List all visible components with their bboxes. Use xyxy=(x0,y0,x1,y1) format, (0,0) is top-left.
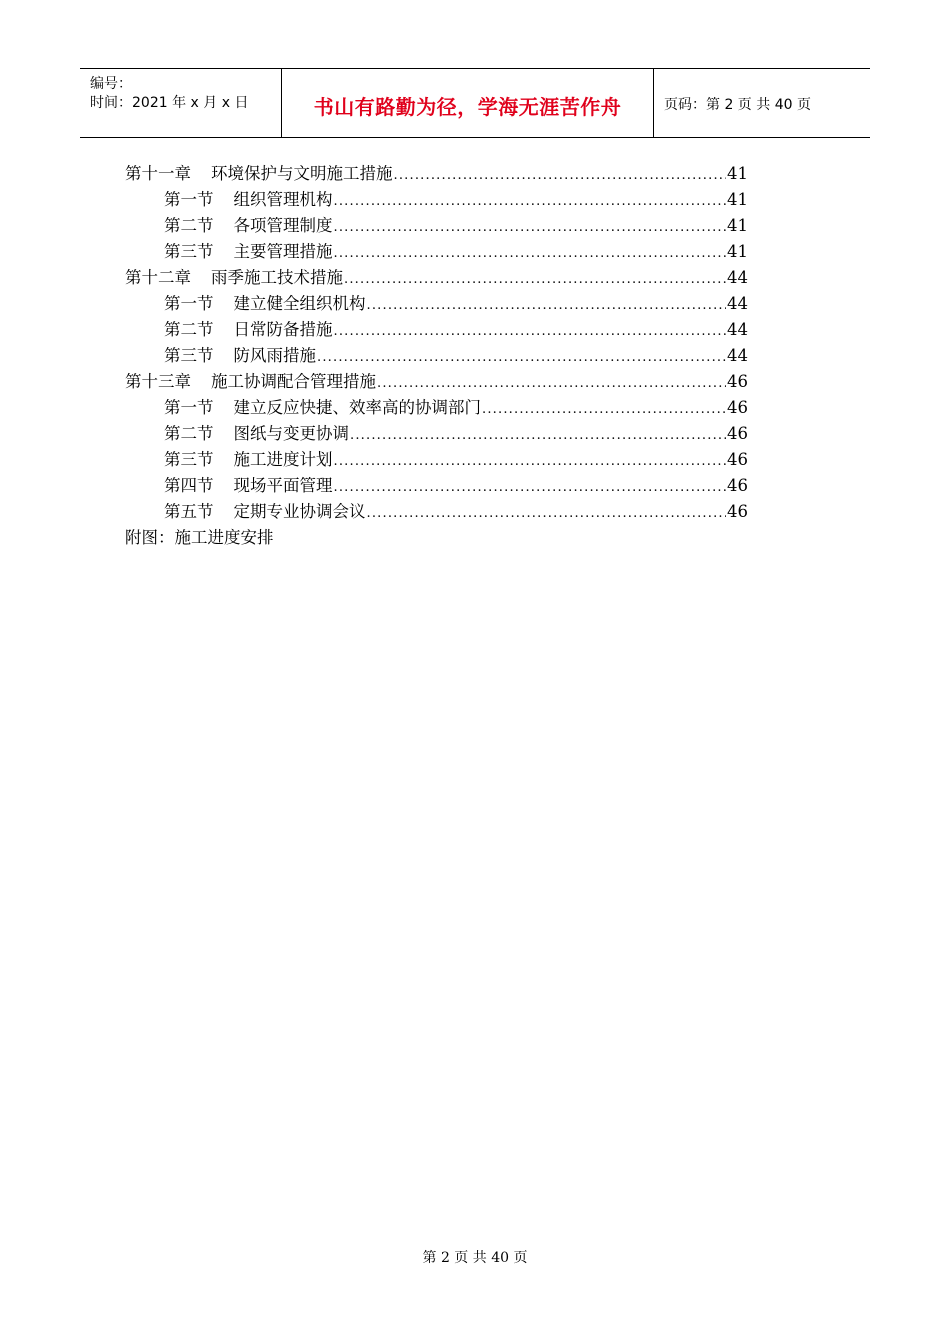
toc-chapter-entry[interactable] xyxy=(125,264,748,290)
toc-page-number: 41 xyxy=(727,164,748,183)
toc-section-entry[interactable] xyxy=(125,498,748,524)
date-label: 时间：2021 年 x 月 x 日 xyxy=(90,95,249,111)
table-of-contents xyxy=(125,160,748,550)
toc-leader-dots xyxy=(334,246,727,261)
toc-page-number: 41 xyxy=(727,216,748,235)
page-header xyxy=(80,68,870,138)
toc-page-number: 46 xyxy=(727,398,748,417)
toc-section-entry[interactable] xyxy=(125,316,748,342)
header-page-info: 页码：第 2 页 共 40 页 xyxy=(664,97,811,113)
toc-entry-label xyxy=(164,238,333,262)
toc-entry-title: 日常防备措施 xyxy=(233,320,333,339)
toc-leader-dots xyxy=(350,428,726,443)
toc-entry-number: 第二节 xyxy=(164,216,214,235)
motto-text: 书山有路勤为径，学海无涯苦作舟 xyxy=(313,95,622,119)
toc-entry-title: 施工进度计划 xyxy=(233,450,333,469)
toc-entry-number: 第四节 xyxy=(164,476,214,495)
toc-section-entry[interactable] xyxy=(125,186,748,212)
toc-leader-dots xyxy=(334,480,727,495)
toc-section-entry[interactable] xyxy=(125,420,748,446)
toc-entry-title: 主要管理措施 xyxy=(233,242,333,261)
toc-chapter-entry[interactable] xyxy=(125,160,748,186)
header-page-cell xyxy=(654,69,870,137)
toc-appendix-entry[interactable] xyxy=(125,524,748,550)
toc-leader-dots xyxy=(367,298,727,313)
toc-entry-title: 防风雨措施 xyxy=(233,346,316,365)
toc-section-entry[interactable] xyxy=(125,394,748,420)
toc-entry-number: 第二节 xyxy=(164,424,214,443)
toc-entry-label xyxy=(164,498,366,522)
header-motto-cell xyxy=(282,69,654,137)
toc-page-number: 44 xyxy=(727,320,748,339)
toc-entry-title: 组织管理机构 xyxy=(233,190,333,209)
toc-entry-label xyxy=(125,264,343,288)
toc-page-number: 44 xyxy=(727,268,748,287)
header-info-cell xyxy=(80,69,282,137)
toc-page-number: 46 xyxy=(727,372,748,391)
toc-page-number: 44 xyxy=(727,346,748,365)
toc-section-entry[interactable] xyxy=(125,290,748,316)
toc-section-entry[interactable] xyxy=(125,342,748,368)
toc-entry-label xyxy=(164,342,316,366)
toc-leader-dots xyxy=(377,376,726,391)
toc-page-number: 46 xyxy=(727,476,748,495)
toc-page-number: 41 xyxy=(727,190,748,209)
toc-leader-dots xyxy=(334,324,727,339)
toc-entry-number: 第五节 xyxy=(164,502,214,521)
toc-entry-title: 现场平面管理 xyxy=(233,476,333,495)
footer-page-number: 第 2 页 共 40 页 xyxy=(422,1250,528,1266)
toc-leader-dots xyxy=(394,168,727,183)
toc-entry-title: 施工协调配合管理措施 xyxy=(211,372,376,391)
toc-entry-number: 第二节 xyxy=(164,320,214,339)
toc-section-entry[interactable] xyxy=(125,238,748,264)
toc-section-entry[interactable] xyxy=(125,212,748,238)
toc-entry-title: 建立反应快捷、效率高的协调部门 xyxy=(233,398,481,417)
toc-entry-number: 第一节 xyxy=(164,398,214,417)
toc-entry-label xyxy=(164,446,333,470)
toc-entry-number: 第三节 xyxy=(164,450,214,469)
toc-entry-label xyxy=(164,394,481,418)
toc-entry-number: 第十三章 xyxy=(125,372,191,391)
toc-chapter-entry[interactable] xyxy=(125,368,748,394)
toc-leader-dots xyxy=(317,350,726,365)
toc-page-number: 44 xyxy=(727,294,748,313)
toc-entry-label xyxy=(164,472,333,496)
toc-entry-number: 第十二章 xyxy=(125,268,191,287)
toc-leader-dots xyxy=(367,506,727,521)
toc-entry-label xyxy=(164,420,349,444)
toc-entry-title: 环境保护与文明施工措施 xyxy=(211,164,393,183)
toc-page-number: 46 xyxy=(727,450,748,469)
toc-page-number: 46 xyxy=(727,424,748,443)
toc-leader-dots xyxy=(334,454,727,469)
toc-entry-title: 定期专业协调会议 xyxy=(233,502,366,521)
toc-entry-label xyxy=(164,212,333,236)
toc-entry-number: 第三节 xyxy=(164,346,214,365)
toc-leader-dots xyxy=(482,402,726,417)
toc-entry-number: 第一节 xyxy=(164,294,214,313)
toc-entry-number: 第三节 xyxy=(164,242,214,261)
serial-label: 编号： xyxy=(90,76,132,92)
toc-entry-number: 第十一章 xyxy=(125,164,191,183)
toc-entry-title: 图纸与变更协调 xyxy=(233,424,349,443)
toc-page-number: 46 xyxy=(727,502,748,521)
toc-section-entry[interactable] xyxy=(125,472,748,498)
toc-entry-label xyxy=(164,290,366,314)
toc-entry-number: 第一节 xyxy=(164,190,214,209)
toc-entry-title: 建立健全组织机构 xyxy=(233,294,366,313)
toc-leader-dots xyxy=(334,194,727,209)
toc-entry-label xyxy=(164,186,333,210)
toc-entry-label xyxy=(125,160,393,184)
page-footer xyxy=(0,1247,950,1267)
toc-entry-label xyxy=(164,316,333,340)
appendix-label: 附图：施工进度安排 xyxy=(125,528,274,547)
toc-section-entry[interactable] xyxy=(125,446,748,472)
toc-page-number: 41 xyxy=(727,242,748,261)
toc-entry-title: 各项管理制度 xyxy=(233,216,333,235)
toc-leader-dots xyxy=(334,220,727,235)
toc-entry-label xyxy=(125,368,376,392)
toc-leader-dots xyxy=(344,272,726,287)
toc-entry-title: 雨季施工技术措施 xyxy=(211,268,343,287)
